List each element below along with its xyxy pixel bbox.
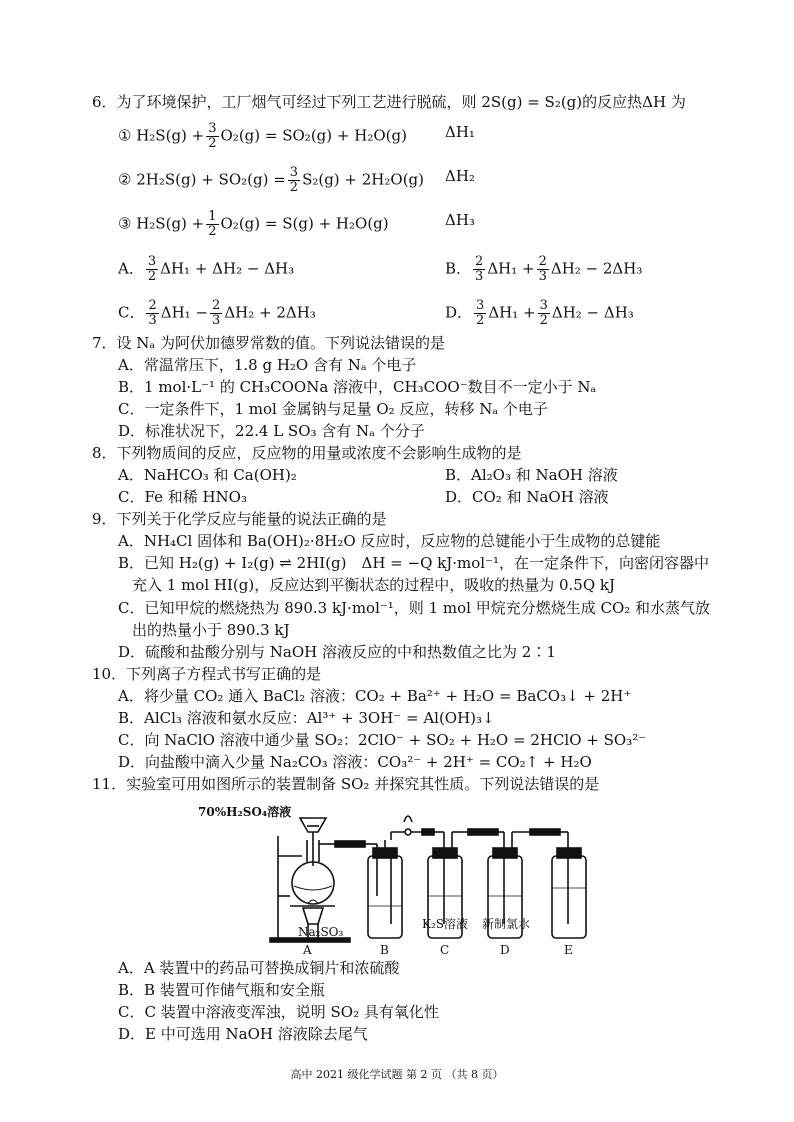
q7-option-a[interactable]: A．常温常压下，1.8 g H₂O 含有 Nₐ 个电子 [118,356,417,374]
q6-reaction-1: ① H₂S(g) + $\frac{3}{2}$ O₂(g) = SO₂(g) + H₂O(g) [118,121,407,151]
q8-stem: 8．下列物质间的反应，反应物的用量或浓度不会影响生成物的是 [92,444,522,462]
q8-option-a[interactable]: A．NaHCO₃ 和 Ca(OH)₂ [118,466,297,484]
fraction: $\frac{1}{2}$ [208,209,217,239]
k2s-label: K₂S溶液 [422,917,468,931]
label-a: A [303,943,312,957]
solid-label: Na₂SO₃ [298,925,344,939]
apparatus-figure [190,796,610,958]
chlorine-water-label: 新制氯水 [482,917,531,931]
label-c: C [440,943,450,957]
label-d: D [500,943,510,957]
q9-option-c-cont: 出的热量小于 890.3 kJ [132,621,290,639]
q8-option-c[interactable]: C．Fe 和稀 HNO₃ [118,488,247,506]
q10-option-a[interactable]: A．将少量 CO₂ 通入 BaCl₂ 溶液：CO₂ + Ba²⁺ + H₂O = BaCO₃↓ + 2H⁺ [118,687,632,705]
q9-option-b-cont: 充入 1 mol HI(g)，反应达到平衡状态的过程中，吸收的热量为 0.5Q kJ [132,576,616,594]
q6-option-d[interactable]: D． $\frac{3}{2}$ ΔH₁ + $\frac{3}{2}$ ΔH₂ − ΔH₃ [445,298,634,328]
q11-option-a[interactable]: A．A 装置中的药品可替换成铜片和浓硫酸 [118,959,400,977]
q9-option-a[interactable]: A．NH₄Cl 固体和 Ba(OH)₂·8H₂O 反应时，反应物的总键能小于生成物的总键能 [118,532,661,550]
q11-option-c[interactable]: C．C 装置中溶液变浑浊，说明 SO₂ 具有氧化性 [118,1003,439,1021]
label-e: E [564,943,573,957]
q7-option-d[interactable]: D．标准状况下，22.4 L SO₃ 含有 Nₐ 个分子 [118,422,425,440]
q9-stem: 9．下列关于化学反应与能量的说法正确的是 [92,510,387,528]
q6-dh3: ΔH₃ [445,211,475,229]
fraction: $\frac{3}{2}$ [208,121,217,151]
q6-option-c[interactable]: C． $\frac{2}{3}$ ΔH₁ − $\frac{2}{3}$ ΔH₂ + 2ΔH₃ [118,298,316,328]
q7-stem: 7．设 Nₐ 为阿伏加德罗常数的值。下列说法错误的是 [92,334,445,352]
q7-option-c[interactable]: C．一定条件下，1 mol 金属钠与足量 O₂ 反应，转移 Nₐ 个电子 [118,400,548,418]
q10-option-b[interactable]: B．AlCl₃ 溶液和氨水反应：Al³⁺ + 3OH⁻ = Al(OH)₃↓ [118,709,495,727]
q6-dh1: ΔH₁ [445,123,475,141]
q6-option-b[interactable]: B． $\frac{2}{3}$ ΔH₁ + $\frac{2}{3}$ ΔH₂ − 2ΔH₃ [445,254,643,284]
acid-label: 70%H₂SO₄溶液 [198,805,292,819]
q9-option-b[interactable]: B．已知 H₂(g) + I₂(g) ⇌ 2HI(g) ΔH = −Q kJ·mol⁻¹，在一定条件下，向密闭容器中 [118,554,710,572]
q10-option-d[interactable]: D．向盐酸中滴入少量 Na₂CO₃ 溶液：CO₃²⁻ + 2H⁺ = CO₂↑ + H₂O [118,753,592,771]
q8-option-b[interactable]: B．Al₂O₃ 和 NaOH 溶液 [445,466,618,484]
q11-option-d[interactable]: D．E 中可选用 NaOH 溶液除去尾气 [118,1025,368,1043]
q6-stem: 6．为了环境保护，工厂烟气可经过下列工艺进行脱硫，则 2S(g) = S₂(g)的反应热ΔH 为 [92,93,686,111]
q6-reaction-2: ② 2H₂S(g) + SO₂(g) = $\frac{3}{2}$ S₂(g) + 2H₂O(g) [118,165,425,195]
q11-stem: 11．实验室可用如图所示的装置制备 SO₂ 并探究其性质。下列说法错误的是 [92,775,600,793]
label-b: B [380,943,389,957]
q8-option-d[interactable]: D．CO₂ 和 NaOH 溶液 [445,488,609,506]
q6-option-a[interactable]: A． $\frac{3}{2}$ ΔH₁ + ΔH₂ − ΔH₃ [118,254,295,284]
q9-option-c[interactable]: C．已知甲烷的燃烧热为 890.3 kJ·mol⁻¹，则 1 mol 甲烷充分燃烧生成 CO₂ 和水蒸气放 [118,599,711,617]
q7-option-b[interactable]: B．1 mol·L⁻¹ 的 CH₃COONa 溶液中，CH₃COO⁻数目不一定小于 Nₐ [118,378,597,396]
q10-option-c[interactable]: C．向 NaClO 溶液中通少量 SO₂：2ClO⁻ + SO₂ + H₂O = 2HClO + SO₃²⁻ [118,731,647,749]
fraction: $\frac{3}{2}$ [289,165,299,195]
q9-option-d[interactable]: D．硫酸和盐酸分别与 NaOH 溶液反应的中和热数值之比为 2∶1 [118,643,556,661]
q6-reaction-3: ③ H₂S(g) + $\frac{1}{2}$ O₂(g) = S(g) + H₂O(g) [118,209,389,239]
q11-option-b[interactable]: B．B 装置可作储气瓶和安全瓶 [118,981,325,999]
q6-dh2: ΔH₂ [445,167,475,185]
q10-stem: 10．下列离子方程式书写正确的是 [92,665,322,683]
page-footer: 高中 2021 级化学试题 第 2 页 （共 8 页） [290,1068,504,1081]
